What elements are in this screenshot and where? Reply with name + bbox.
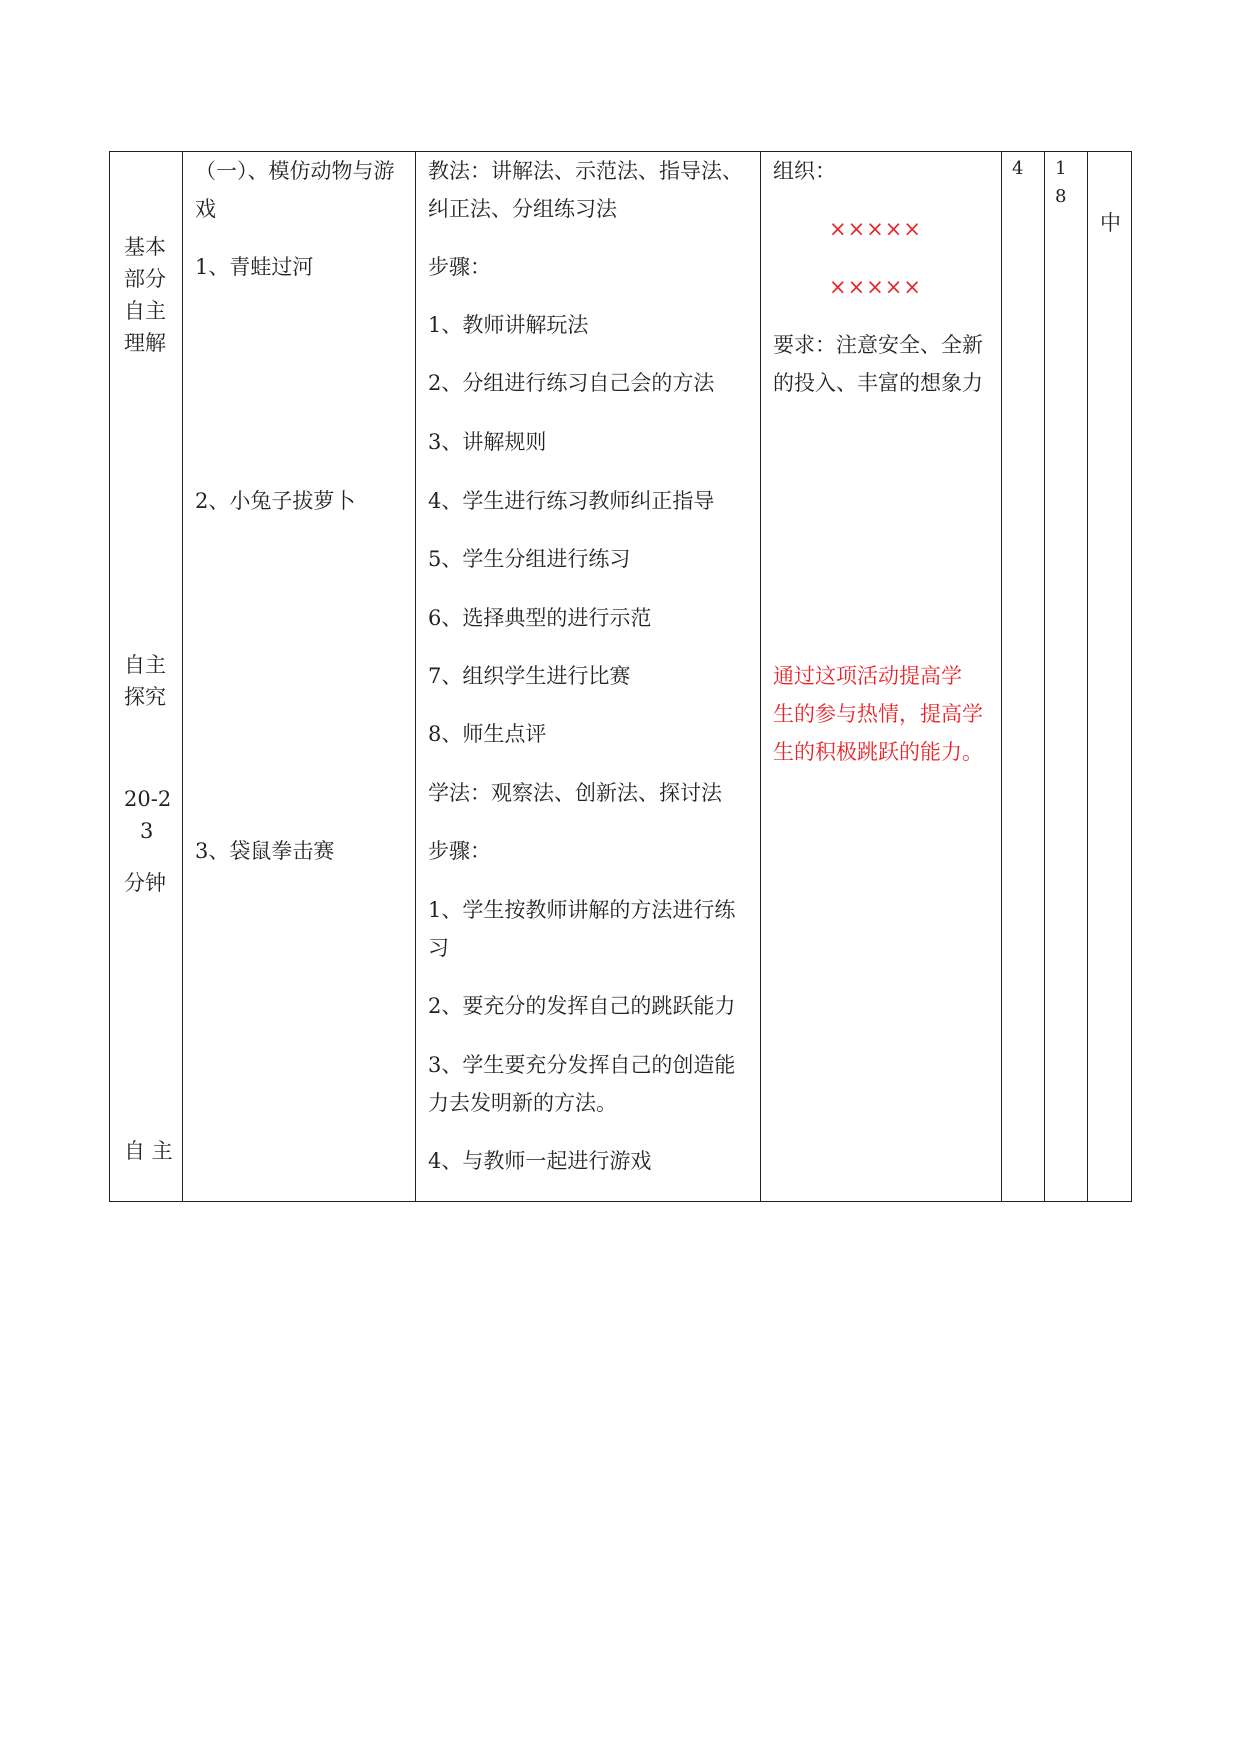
goal-line: 生的参与热情，提高学 — [773, 702, 983, 726]
table-row — [110, 152, 1132, 1202]
teach-step: 7、组织学生进行比赛 — [428, 664, 631, 688]
teach-method-line: 教法：讲解法、示范法、指导法、 — [428, 159, 743, 183]
duration-value-line: 1 — [1055, 158, 1067, 179]
teach-method-line: 纠正法、分组练习法 — [428, 197, 617, 221]
learn-step: 力去发明新的方法。 — [428, 1091, 617, 1115]
section-label-line: 理解 — [124, 331, 166, 355]
requirement-line: 的投入、丰富的想象力 — [773, 371, 983, 395]
steps-title: 步骤： — [428, 839, 491, 863]
count-value: 4 — [1012, 158, 1024, 179]
learn-step: 习 — [428, 936, 449, 960]
teach-step: 2、分组进行练习自己会的方法 — [428, 371, 715, 395]
duration-value-line: 8 — [1055, 186, 1067, 207]
content-cell — [183, 152, 416, 1202]
content-item: 2、小兔子拔萝卜 — [195, 489, 356, 513]
section-label-line: 自主 — [124, 299, 166, 323]
teach-step: 8、师生点评 — [428, 722, 547, 746]
formation-row: ××××× — [829, 217, 922, 241]
organization-title: 组织： — [773, 159, 836, 183]
goal-line: 通过这项活动提高学 — [773, 664, 962, 688]
requirement-line: 要求：注意安全、全新 — [773, 333, 983, 357]
time-label-line: 20-2 — [124, 787, 172, 811]
teach-step: 4、学生进行练习教师纠正指导 — [428, 489, 715, 513]
intensity-cell — [1088, 152, 1132, 1202]
learn-step: 1、学生按教师讲解的方法进行练 — [428, 898, 736, 922]
explore-label-line: 自主 — [124, 653, 166, 677]
methods-cell — [416, 152, 761, 1202]
lesson-plan-table — [109, 151, 1132, 1202]
goal-line: 生的积极跳跃的能力。 — [773, 740, 983, 764]
learn-step: 3、学生要充分发挥自己的创造能 — [428, 1053, 736, 1077]
section-label-line: 基本 — [124, 235, 166, 259]
footer-label: 自 主 — [124, 1139, 173, 1163]
content-item: 1、青蛙过河 — [195, 255, 314, 279]
duration-cell — [1045, 152, 1088, 1202]
teach-step: 3、讲解规则 — [428, 430, 547, 454]
content-item: 3、袋鼠拳击赛 — [195, 839, 335, 863]
section-label-line: 部分 — [124, 267, 166, 291]
learn-method-line: 学法：观察法、创新法、探讨法 — [428, 781, 722, 805]
formation-row: ××××× — [829, 275, 922, 299]
explore-label-line: 探究 — [124, 685, 166, 709]
teach-step: 5、学生分组进行练习 — [428, 547, 631, 571]
steps-title: 步骤： — [428, 255, 491, 279]
count-cell — [1002, 152, 1045, 1202]
teach-step: 1、教师讲解玩法 — [428, 313, 589, 337]
learn-step: 4、与教师一起进行游戏 — [428, 1149, 652, 1173]
organization-cell — [761, 152, 1002, 1202]
content-title-line: （一）、模仿动物与游 — [195, 159, 395, 183]
content-title-line: 戏 — [195, 197, 216, 221]
time-unit-label: 分钟 — [124, 871, 166, 895]
intensity-value: 中 — [1100, 211, 1121, 235]
teach-step: 6、选择典型的进行示范 — [428, 606, 652, 630]
time-label-line: 3 — [140, 819, 154, 843]
learn-step: 2、要充分的发挥自己的跳跃能力 — [428, 994, 736, 1018]
section-label-cell — [110, 152, 183, 1202]
